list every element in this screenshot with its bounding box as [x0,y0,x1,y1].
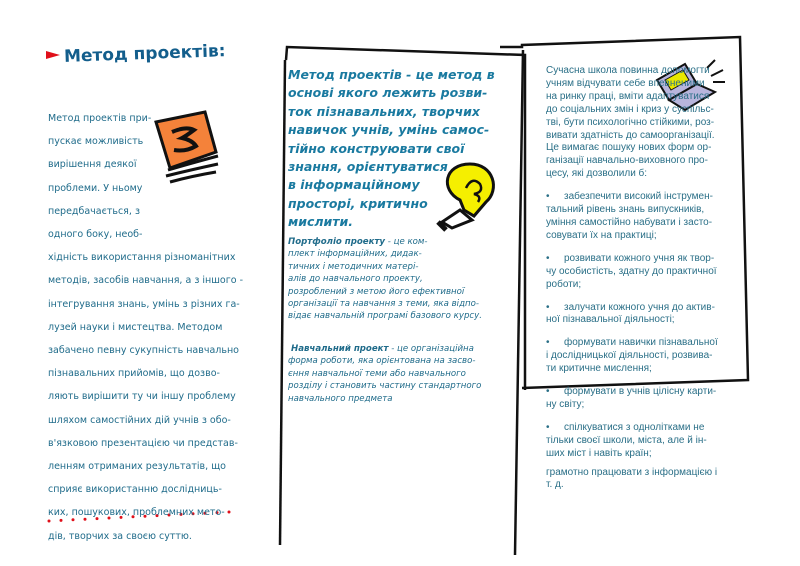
text-line: ганізації навчально-виховного про- [546,155,708,167]
text-line [546,386,756,399]
text: єння навчальної теми або навчального [288,368,466,379]
text-line: лузей науки і мистецтва. Методом [48,321,223,333]
text-line: шляхом самостійних дій учнів з обо- [48,414,231,426]
term: Портфоліо проекту [288,237,386,247]
text: організації та навчання з теми, яка відпо- [288,299,479,310]
text-line [288,248,482,260]
text: тальний рівень знань випускників, [546,204,705,216]
text-line [546,337,756,350]
text: совувати їх на практиці; [546,229,657,241]
text-line: на ринку праці, вміти адаптуватися [546,90,710,102]
text-line [288,393,481,405]
list-item [546,191,756,243]
text: розроблений з метою його ефективної [288,286,465,297]
list-item [546,422,756,461]
text: і дослідницької діяльності, розвива- [546,350,713,362]
text-line: проблеми. У ньому [48,182,143,194]
text-line: хідність використання різноманітних [48,252,236,264]
text-line: до соціальних змін і криз у суспільс- [546,103,714,115]
text-line [288,286,482,298]
text: навчального предмета [288,393,393,404]
text: тичних і методичних матері- [288,261,419,272]
text-line: пізнавальних прийомів, що дозво- [48,368,220,380]
text-line [288,310,482,322]
text-line [288,368,481,380]
text-line: ких, пошукових, проблемних мето- [48,507,225,519]
text-line [546,279,756,292]
text-line: учням відчувати себе впевненими [546,77,705,89]
bullet-icon: • [546,386,550,398]
text-line: в'язковою презентацією чи представ- [48,437,238,449]
text-line: ленням отриманих результатів, що [48,461,226,473]
text-line: вивати здатність до самоорганізації. [546,129,715,141]
text: чу особистість, здатну до практичної [546,265,717,277]
bullet-icon: • [546,337,550,349]
text-line: тві, бути психологічно стійкими, роз- [546,116,715,128]
text: спілкуватися з однолітками не [564,421,705,433]
text: - це організаційна [388,344,474,354]
text: форма роботи, яка орієнтована на засво- [288,356,476,367]
method-definition [288,66,495,232]
list-item [546,337,756,376]
headline-line: мислити. [288,214,354,230]
text-line [546,422,756,435]
text-line [546,253,756,266]
right-column-text [546,65,756,492]
text-line: передбачається, з [48,205,140,217]
text-line [546,314,756,327]
text: уміння самостійно набувати і засто- [546,216,713,228]
project-definition [288,343,481,405]
text-line [546,230,756,243]
text: плект інформаційних, дидак- [288,249,422,260]
text-line: інтегрування знань, умінь з різних га- [48,298,240,310]
text-line [546,266,756,279]
text-line: т. д. [546,479,564,491]
text-line: сприяє використанню дослідниць- [48,484,222,496]
text: забезпечити високий інструмен- [564,191,713,203]
portfolio-definition [288,236,482,323]
text-line [546,302,756,315]
headline-line: Метод проектів - це метод в [288,67,495,82]
headline-line: ток пізнавальних, творчих [288,103,480,119]
text: роботи; [546,278,582,290]
text-line: пускає можливість [48,136,144,148]
text: ної пізнавальної діяльності; [546,314,675,326]
text: ти критичне мислення; [546,363,652,375]
left-column-text [48,107,263,548]
headline-line: основі якого лежить розви- [288,85,488,101]
text-line [546,204,756,217]
text: алів до навчального проекту, [288,274,423,285]
headline-line: в інформаційному [288,177,420,193]
text-line: ляють вирішити ту чи іншу проблему [48,391,236,403]
headline-line: знання, орієнтуватися [288,159,448,175]
text-line [546,350,756,363]
text-line [546,448,756,461]
list-item [546,253,756,292]
text-line: Це вимагає пошуку нових форм ор- [546,142,712,154]
text-line: цесу, які дозволили б: [546,168,648,180]
text-line [546,363,756,376]
text-line: вирішення деякої [48,159,137,171]
text: формувати навички пізнавальної [564,337,718,349]
text-line [546,435,756,448]
text: ну світу; [546,398,585,410]
text-line [288,298,482,310]
list-item [546,386,756,412]
text: ших міст і навіть країн; [546,447,652,459]
text-line [288,380,481,392]
text: залучати кожного учня до актив- [564,301,715,313]
headline-line: тійно конструювати свої [288,140,465,156]
text-line: грамотно працювати з інформацією і [546,466,718,478]
text-line [288,343,481,355]
text: розвивати кожного учня як твор- [564,252,715,264]
text-line [546,191,756,204]
text: відає навчальній програмі базового курсу. [288,311,482,322]
term: Навчальний проект [291,344,389,354]
headline-line: просторі, критично [288,195,428,211]
text-line: методів, засобів навчання, а з іншого - [48,275,243,287]
text-line [288,355,481,367]
text-line: одного боку, необ- [48,229,143,241]
text: - це ком- [385,237,428,247]
list-item [546,302,756,328]
text-line [546,399,756,412]
text: тільки своєї школи, міста, але й ін- [546,434,707,446]
text-line [288,261,482,273]
text-line: забачено певну сукупність навчально [48,345,239,357]
bullet-icon: • [546,301,550,313]
text-line [546,217,756,230]
bullet-icon: • [546,191,550,203]
text-line [288,273,482,285]
text-line [288,236,482,248]
text: формувати в учнів цілісну карти- [564,386,717,398]
text-line: Сучасна школа повинна допомогти [546,65,710,76]
text: розділу і становить частину стандартного [288,381,482,392]
bullet-icon: • [546,421,550,433]
text-line: дів, творчих за своєю суттю. [48,530,192,542]
headline-line: навичок учнів, умінь самос- [288,122,490,138]
section-title: Метод проектів: [63,41,226,67]
text-line: Метод проектів при- [48,113,152,124]
red-arrow-icon [46,51,60,59]
bullet-icon: • [546,252,550,264]
